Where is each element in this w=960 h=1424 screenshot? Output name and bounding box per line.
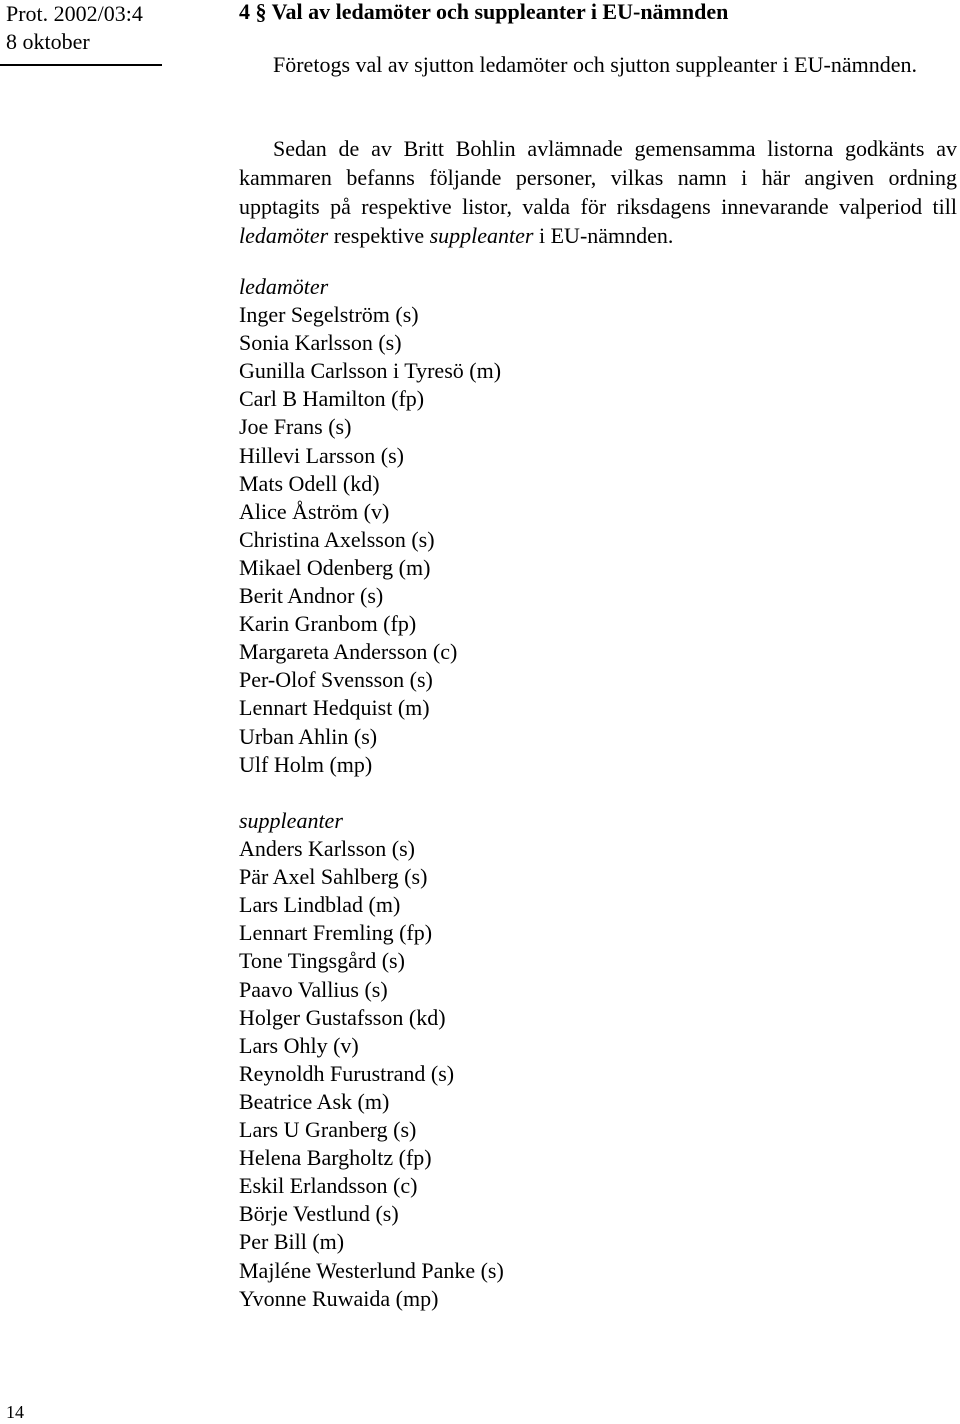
- list-item: Per Bill (m): [239, 1229, 345, 1255]
- list-item: Ulf Holm (mp): [239, 751, 373, 777]
- ledamoter-list: [239, 273, 501, 779]
- list-item: Lennart Fremling (fp): [239, 920, 433, 946]
- list-item: Börje Vestlund (s): [239, 1201, 399, 1227]
- list-item: Majléne Westerlund Panke (s): [239, 1257, 504, 1283]
- list-item: Mikael Odenberg (m): [239, 554, 431, 580]
- body-italic-suppleanter: suppleanter: [429, 223, 534, 248]
- list-item: Lars Lindblad (m): [239, 892, 401, 918]
- list-item: Yvonne Ruwaida (mp): [239, 1285, 439, 1311]
- ledamoter-list-title: ledamöter: [239, 274, 329, 299]
- list-item: Lars Ohly (v): [239, 1032, 359, 1058]
- list-item: Anders Karlsson (s): [239, 836, 415, 862]
- suppleanter-list-title: suppleanter: [239, 808, 343, 833]
- list-item: Gunilla Carlsson i Tyresö (m): [239, 358, 502, 384]
- margin-rule: [0, 64, 162, 66]
- list-item: Tone Tingsgård (s): [239, 948, 405, 974]
- protocol-reference: Prot. 2002/03:4: [6, 1, 143, 26]
- body-italic-ledamoter: ledamöter: [239, 223, 329, 248]
- list-item: Carl B Hamilton (fp): [239, 386, 425, 412]
- list-item: Urban Ahlin (s): [239, 723, 378, 749]
- list-item: Holger Gustafsson (kd): [239, 1004, 446, 1030]
- intro-paragraph: [239, 50, 957, 79]
- list-item: Paavo Vallius (s): [239, 976, 388, 1002]
- body-text-start: Sedan de av Britt Bohlin avlämnade gemensamma listorna godkänts av kammaren befanns följande personer, vilkas namn i här angiven ordning upptagits på respektive listor, valda för riksdagens innevarande valperiod till: [239, 136, 957, 219]
- list-item: Per-Olof Svensson (s): [239, 667, 433, 693]
- list-item: Inger Segelström (s): [239, 302, 419, 328]
- list-item: Mats Odell (kd): [239, 470, 380, 496]
- section-heading: 4 § Val av ledamöter och suppleanter i EU-nämnden: [239, 0, 729, 24]
- list-item: Joe Frans (s): [239, 414, 352, 440]
- list-item: Alice Åström (v): [239, 498, 390, 524]
- protocol-date: 8 oktober: [6, 29, 90, 54]
- list-item: Karin Granbom (fp): [239, 611, 417, 637]
- list-item: Christina Axelsson (s): [239, 526, 435, 552]
- page-number: 14: [6, 1402, 24, 1422]
- body-text-middle: respektive: [328, 223, 430, 248]
- list-item: Beatrice Ask (m): [239, 1088, 390, 1114]
- intro-text: Företogs val av sjutton ledamöter och sjutton suppleanter i EU-nämnden.: [273, 52, 917, 77]
- list-item: Margareta Andersson (c): [239, 639, 458, 665]
- list-item: Lars U Granberg (s): [239, 1117, 417, 1143]
- suppleanter-list: [239, 807, 504, 1313]
- list-item: Helena Bargholtz (fp): [239, 1145, 432, 1171]
- body-paragraph: [239, 134, 957, 250]
- list-item: Hillevi Larsson (s): [239, 442, 404, 468]
- list-item: Berit Andnor (s): [239, 583, 384, 609]
- list-item: Reynoldh Furustrand (s): [239, 1060, 455, 1086]
- margin-note: [6, 0, 176, 56]
- body-text-end: i EU-nämnden.: [533, 223, 674, 248]
- list-item: Sonia Karlsson (s): [239, 330, 402, 356]
- list-item: Lennart Hedquist (m): [239, 695, 430, 721]
- list-item: Pär Axel Sahlberg (s): [239, 864, 428, 890]
- list-item: Eskil Erlandsson (c): [239, 1173, 418, 1199]
